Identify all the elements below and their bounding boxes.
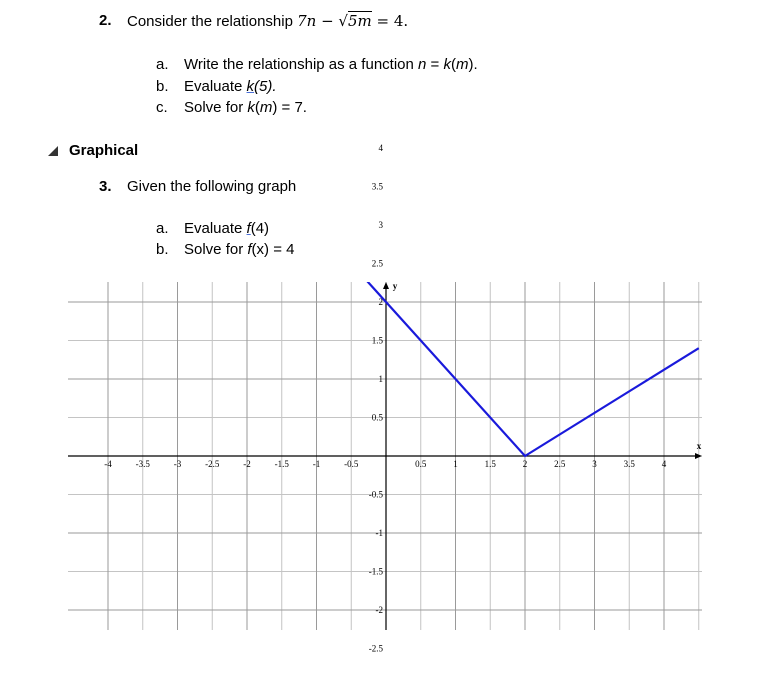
var-m: m (455, 56, 469, 73)
y-tick-label: 3.5 (371, 181, 383, 192)
q2-number: 2. (99, 12, 112, 29)
y-tick-label: -1 (375, 528, 383, 538)
x-tick-label: -1 (312, 459, 321, 469)
x-tick-label: 0.5 (415, 459, 427, 469)
item-letter: a. (156, 220, 169, 237)
x-tick-label: -4 (104, 459, 112, 469)
x-tick-label: 1.5 (484, 459, 496, 469)
x-tick-label: 3 (592, 459, 597, 469)
item-arg: (x) = 4 (251, 241, 295, 258)
item-pre: Evaluate (184, 78, 247, 95)
y-tick-label: 1 (378, 374, 383, 384)
item-pre: Evaluate (184, 220, 247, 237)
item-open: ( (254, 99, 260, 116)
item-letter: b. (156, 78, 169, 95)
y-axis-label: y (392, 281, 398, 291)
x-tick-label: -0.5 (344, 459, 359, 469)
y-tick-label: -0.5 (368, 489, 383, 500)
item-close: ) = 7. (272, 99, 307, 116)
var-f: f (247, 241, 252, 258)
item-letter: a. (156, 56, 169, 73)
x-tick-label: -2.5 (205, 459, 220, 469)
var-f: f (246, 220, 251, 237)
radical-sign: √ (338, 12, 348, 30)
x-tick-label: -2 (243, 459, 251, 469)
item-arg: (4) (250, 220, 270, 237)
var-k: k (443, 56, 451, 73)
item-close: ). (468, 56, 478, 73)
item-letter: c. (156, 99, 168, 116)
q3-text: Given the following graph (127, 178, 297, 195)
item-arg: (5). (254, 78, 277, 95)
x-tick-label: -3 (173, 459, 182, 469)
item-letter: b. (156, 241, 169, 258)
y-axis-arrow-icon (383, 282, 389, 289)
y-tick-label: -2 (375, 605, 383, 615)
y-tick-label: 2.5 (371, 258, 383, 269)
var-k: k (247, 99, 255, 116)
var-k: k (246, 78, 255, 95)
var-m: m (259, 99, 273, 116)
x-tick-label: 3.5 (623, 459, 635, 469)
x-tick-label: -3.5 (135, 459, 150, 469)
y-tick-label: -1.5 (368, 566, 383, 577)
q2-eq-right: = 4. (371, 12, 409, 30)
item-open: ( (450, 56, 456, 73)
x-axis-label: x (696, 441, 702, 451)
q3-number: 3. (99, 178, 112, 195)
y-tick-label: 1.5 (371, 335, 383, 346)
item-pre: Write the relationship as a function (184, 56, 419, 73)
y-tick-label: 4 (378, 143, 383, 153)
q2-eq-left: 7n − (297, 12, 339, 30)
y-tick-label: 3 (378, 220, 383, 230)
item-pre: Solve for (184, 241, 248, 258)
x-tick-label: -1.5 (274, 459, 289, 469)
x-tick-label: 2 (522, 459, 528, 469)
item-eq: = (426, 56, 444, 73)
item-pre: Solve for (184, 99, 248, 116)
y-tick-label: 2 (378, 297, 383, 307)
q2-text: Consider the relationship (127, 13, 293, 30)
x-tick-label: 1 (453, 459, 458, 469)
section-title: Graphical (69, 142, 139, 159)
y-tick-label: 0.5 (371, 412, 383, 423)
q2-eq-radicand: 5m (347, 12, 372, 30)
y-tick-label: -2.5 (368, 643, 383, 654)
x-tick-label: 2.5 (554, 459, 566, 469)
var-n: n (418, 56, 427, 73)
x-tick-label: 4 (661, 459, 667, 469)
